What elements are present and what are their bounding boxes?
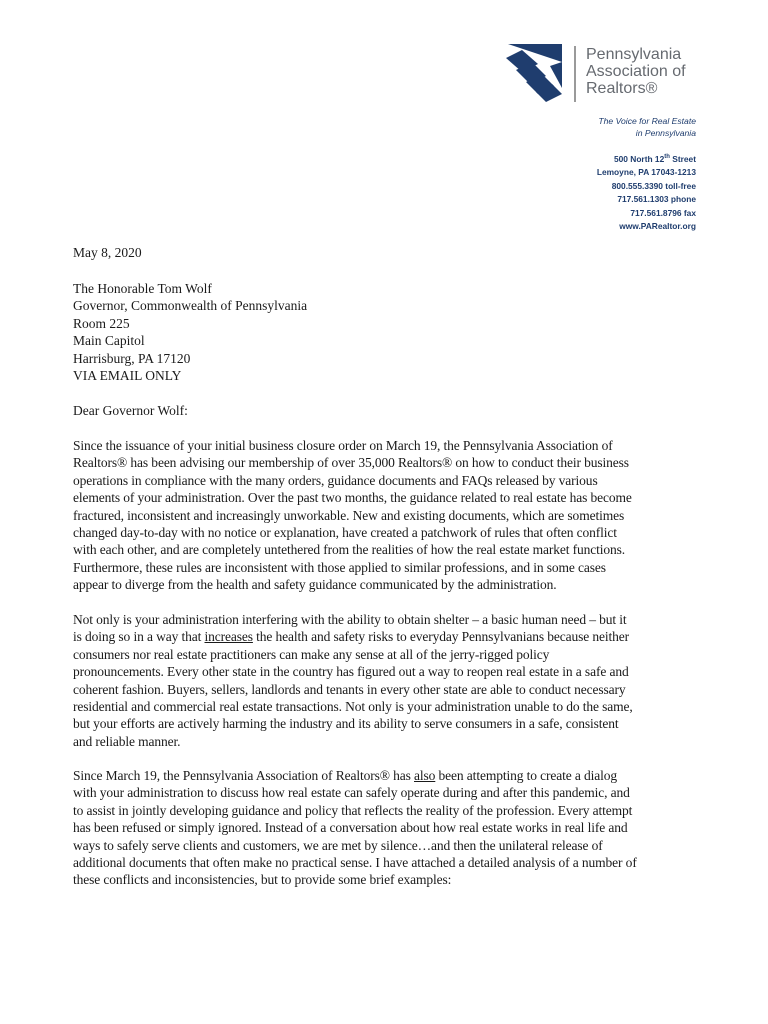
paragraph-line: Since March 19, the Pennsylvania Association of Realtors® has also been attempting to create a dialog: [73, 768, 618, 783]
recipient-line-5: Harrisburg, PA 17120: [73, 350, 191, 366]
contact-city: Lemoyne, PA 17043-1213: [596, 167, 696, 178]
paragraph-line: is doing so in a way that increases the health and safety risks to everyday Pennsylvanians because neither: [73, 629, 630, 645]
realtors-logo-mark-icon: [506, 44, 562, 102]
org-name-line-3: Realtors®: [586, 80, 658, 97]
paragraph-line: has been refused or simply ignored. Instead of a conversation about how real estate works in real life and: [73, 820, 628, 836]
organization-name: [586, 46, 686, 97]
salutation: Dear Governor Wolf:: [73, 403, 188, 418]
paragraph-1: [73, 437, 701, 594]
recipient-line-1: The Honorable Tom Wolf: [73, 281, 212, 296]
organization-logo: [506, 44, 706, 106]
contact-tollfree: 800.555.3390 toll-free: [611, 180, 696, 191]
contact-website[interactable]: www.PARealtor.org: [619, 221, 696, 232]
paragraph-3: [73, 767, 701, 889]
paragraph-line: consumers nor real estate practitioners can make any sense at all of the jerry-rigged policy: [73, 646, 550, 662]
paragraph-line: but your efforts are actively harming the industry and its ability to serve consumers in a safe, consistent: [73, 716, 619, 732]
paragraph-line: to assist in jointly developing guidance and policy that reflects the reality of the profession. Every attempt: [73, 802, 633, 818]
recipient-line-6: VIA EMAIL ONLY: [73, 368, 182, 384]
paragraph-line: with each other, and are completely untethered from the realities of how the real estate market functions.: [73, 542, 626, 558]
org-name-line-1: Pennsylvania: [586, 46, 682, 63]
letter-date: May 8, 2020: [73, 245, 142, 260]
tagline-line-1: The Voice for Real Estate: [598, 116, 696, 126]
tagline-line-2: in Pennsylvania: [635, 128, 696, 138]
contact-phone: 717.561.1303 phone: [617, 194, 696, 205]
contact-block: [597, 153, 696, 233]
paragraph-line: operations in compliance with the many orders, guidance documents and FAQs released by various: [73, 472, 598, 488]
contact-fax: 717.561.8796 fax: [630, 207, 696, 218]
paragraph-line: changed day-to-day with no notice or explanation, have created a patchwork of rules that often conflict: [73, 525, 617, 541]
paragraph-line: and reliable manner.: [73, 733, 181, 749]
paragraph-line: Not only is your administration interfering with the ability to obtain shelter – a basic human need – but it: [73, 612, 627, 627]
paragraph-line: these conflicts and inconsistencies, but to provide some brief examples:: [73, 872, 452, 888]
underlined-emphasis: increases: [204, 629, 253, 645]
paragraph-line: coherent fashion. Buyers, sellers, landlords and tenants in every other state are able to conduct necessary: [73, 681, 626, 697]
paragraph-line: residential and commercial real estate transactions. Not only is your administration unable to do the same,: [73, 699, 633, 715]
recipient-address: [73, 280, 307, 384]
underlined-emphasis: also: [414, 768, 436, 783]
recipient-line-2: Governor, Commonwealth of Pennsylvania: [73, 298, 308, 314]
contact-street: 500 North 12th Street: [613, 154, 696, 164]
paragraph-line: additional documents that often make no practical sense. I have attached a detailed analysis of a number of: [73, 855, 637, 871]
tagline: [598, 115, 696, 139]
paragraph-2: [73, 611, 701, 750]
paragraph-line: Furthermore, these rules are inconsistent with those applied to similar professions, and in some cases: [73, 559, 606, 575]
paragraph-line: with your administration to discuss how real estate can safely operate during and after this pandemic, and: [73, 785, 630, 801]
logo-divider: [574, 46, 576, 102]
paragraph-line: Realtors® has been advising our membership of over 35,000 Realtors® on how to conduct their business: [73, 455, 629, 471]
paragraph-line: pronouncements. Every other state in the country has figured out a way to reopen real estate in a safe and: [73, 664, 629, 680]
paragraph-line: Since the issuance of your initial business closure order on March 19, the Pennsylvania Association of: [73, 438, 613, 453]
paragraph-line: fractured, inconsistent and increasingly unworkable. New and existing documents, which are sometimes: [73, 507, 625, 523]
paragraph-line: ways to safely serve clients and customers, we are met by silence…and then the unilateral release of: [73, 837, 603, 853]
paragraph-line: elements of your administration. Over the past two months, the guidance related to real estate has become: [73, 490, 632, 506]
org-name-line-2: Association of: [586, 63, 686, 80]
paragraph-line: appear to diverge from the health and safety guidance communicated by the administration.: [73, 577, 557, 593]
recipient-line-4: Main Capitol: [73, 333, 145, 349]
recipient-line-3: Room 225: [73, 315, 130, 331]
